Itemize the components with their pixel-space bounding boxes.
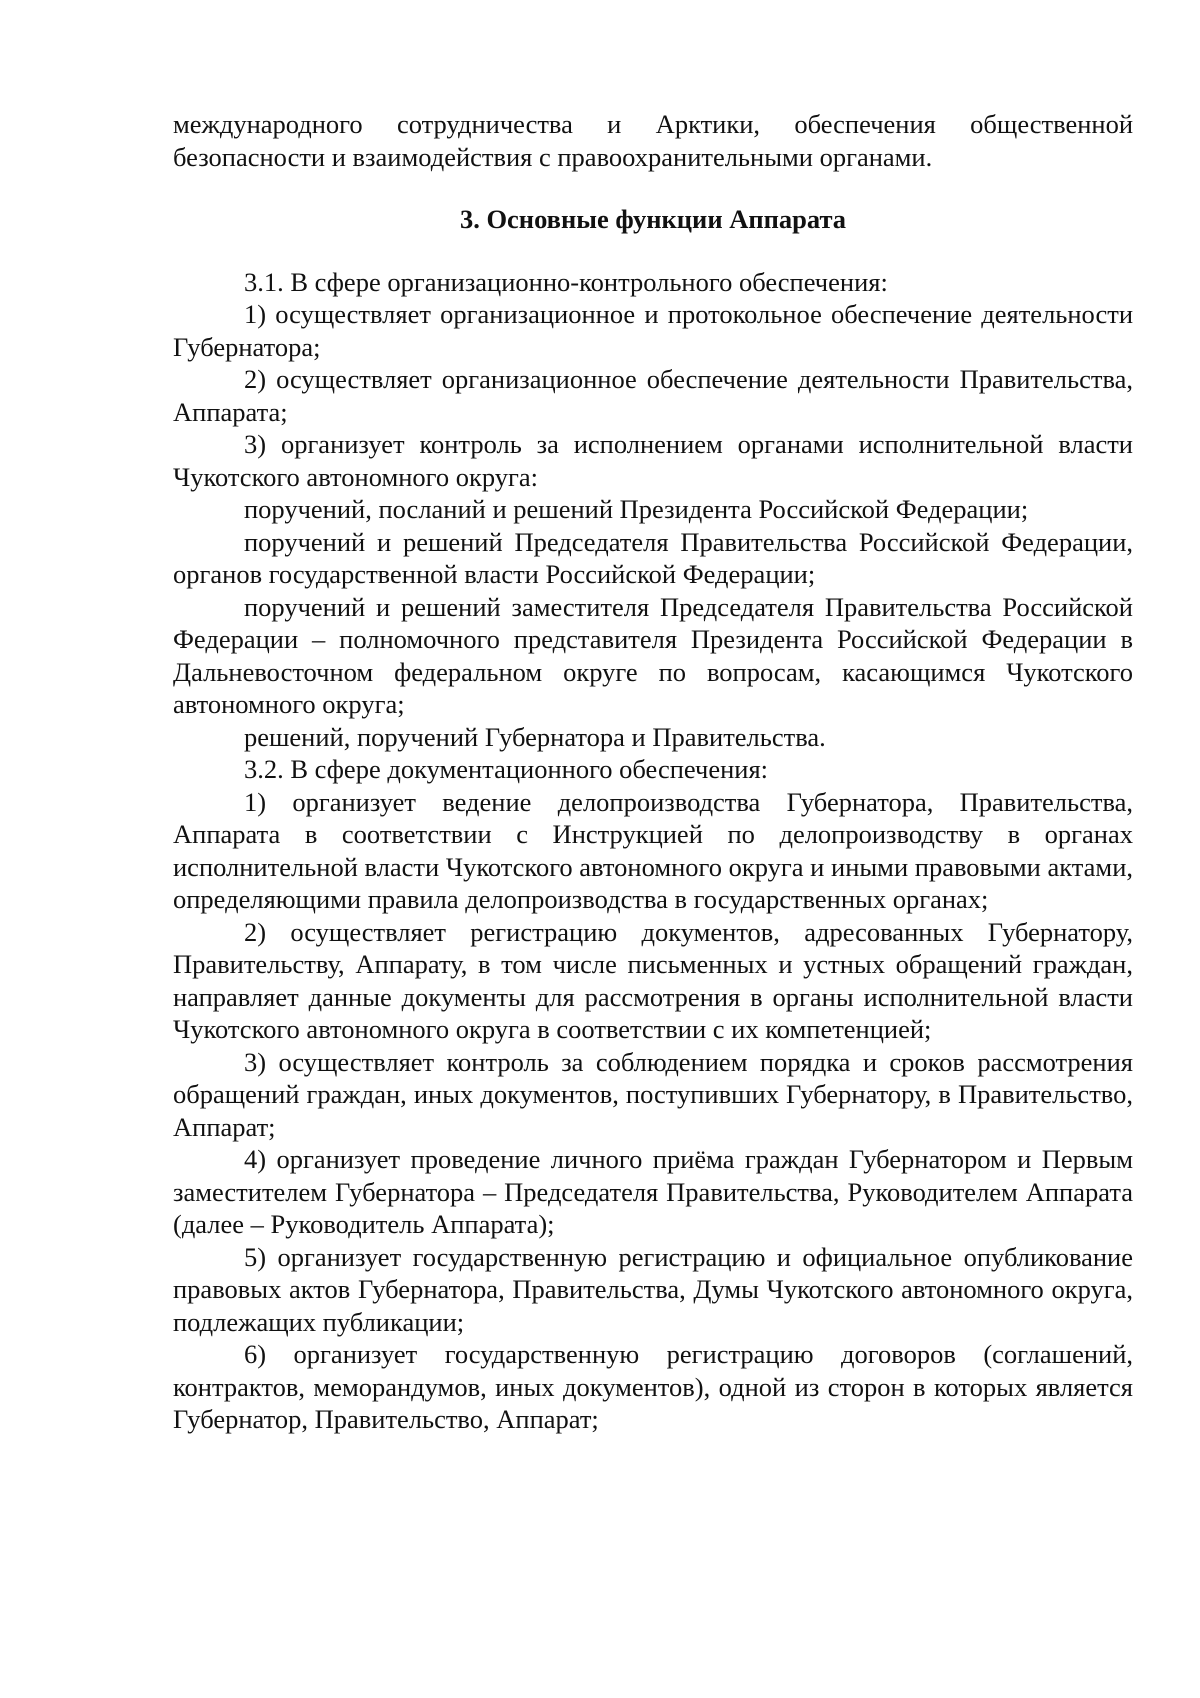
spacer (173, 173, 1133, 203)
paragraph-3-1-item-3: 3) организует контроль за исполнением органами исполнительной власти Чукотского автономного округа: (173, 429, 1133, 492)
paragraph-3-2-item-2: 2) осуществляет регистрацию документов, адресованных Губернатору, Правительству, Аппарату, в том числе письменных и устных обращений граждан, направляет данные документы для рассмотрения в органы исполнительной власти Чукотского автономного округа в соответствии с их компетенцией; (173, 916, 1133, 1044)
document-page (173, 108, 1133, 1436)
paragraph-3-2-item-5: 5) организует государственную регистрацию и официальное опубликование правовых актов Губернатора, Правительства, Думы Чукотского автономного округа, подлежащих публикации; (173, 1241, 1133, 1337)
paragraph-3-1-item-2: 2) осуществляет организационное обеспечение деятельности Правительства, Аппарата; (173, 364, 1133, 427)
paragraph-3-1-item-3-sub-2: поручений и решений Председателя Правительства Российской Федерации, органов государственной власти Российской Федерации; (173, 526, 1133, 589)
paragraph-3-1-item-3-sub-3: поручений и решений заместителя Председателя Правительства Российской Федерации – полномочного представителя Президента Российской Федерации в Дальневосточном федеральном округе по вопросам, касающимся Чукотского автономного округа; (173, 591, 1133, 719)
paragraph-3-1-item-3-sub-4: решений, поручений Губернатора и Правительства. (244, 721, 826, 752)
paragraph-3-1: 3.1. В сфере организационно-контрольного обеспечения: (244, 266, 888, 297)
spacer (173, 236, 1133, 266)
paragraph-3-2-item-1: 1) организует ведение делопроизводства Губернатора, Правительства, Аппарата в соответствии с Инструкцией по делопроизводству в органах исполнительной власти Чукотского автономного округа и иными правовыми актами, определяющими правила делопроизводства в государственных органах; (173, 786, 1133, 914)
paragraph-3-2: 3.2. В сфере документационного обеспечения: (244, 754, 769, 784)
paragraph-3-2-item-3: 3) осуществляет контроль за соблюдением порядка и сроков рассмотрения обращений граждан, иных документов, поступивших Губернатору, в Правительство, Аппарат; (173, 1046, 1133, 1142)
paragraph-3-1-item-1: 1) осуществляет организационное и протокольное обеспечение деятельности Губернатора; (173, 299, 1133, 362)
intro-paragraph-tail: международного сотрудничества и Арктики, обеспечения общественной безопасности и взаимодействия с правоохранительными органами. (173, 109, 1133, 172)
section-heading: 3. Основные функции Аппарата (459, 204, 847, 234)
paragraph-3-1-item-3-sub-1: поручений, посланий и решений Президента Российской Федерации; (244, 494, 1029, 524)
paragraph-3-2-item-4: 4) организует проведение личного приёма граждан Губернатором и Первым заместителем Губернатора – Председателя Правительства, Руководителем Аппарата (далее – Руководитель Аппарата); (173, 1144, 1133, 1239)
paragraph-3-2-item-6: 6) организует государственную регистрацию договоров (соглашений, контрактов, меморандумов, иных документов), одной из сторон в которых является Губернатор, Правительство, Аппарат; (173, 1339, 1133, 1434)
